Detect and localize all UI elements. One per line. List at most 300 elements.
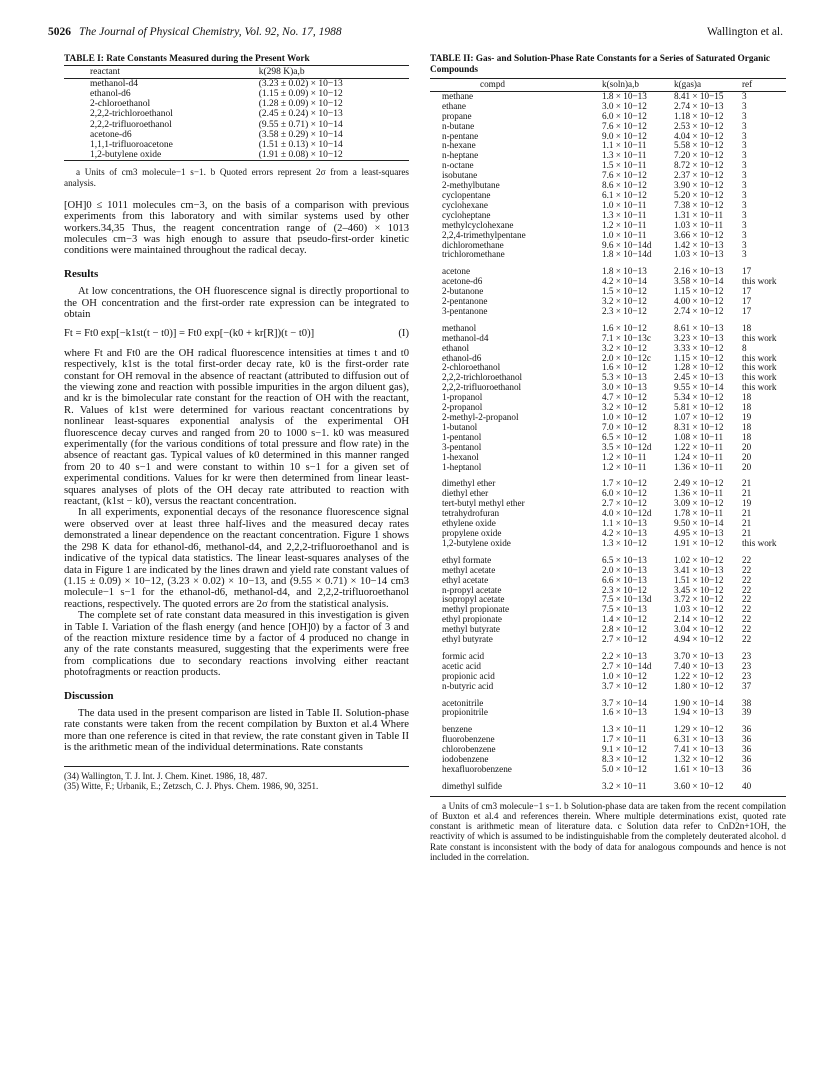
table2-compound: n-propyl acetate [442, 584, 502, 595]
table2-k-soln: 1.2 × 10−11 [602, 461, 647, 472]
table2-ref: this work [742, 372, 777, 383]
table1-row [64, 130, 409, 140]
table2-k-gas: 1.51 × 10−12 [674, 574, 724, 585]
table2-compound: cyclohexane [442, 199, 488, 210]
table2-compound: 2-propanol [442, 402, 483, 413]
table2-ref: 3 [742, 219, 747, 230]
table2-k-gas: 2.74 × 10−12 [674, 305, 724, 316]
table2-ref: 21 [742, 527, 752, 538]
table2-k-gas: 2.45 × 10−13 [674, 372, 724, 383]
table2-k-gas: 1.36 × 10−11 [674, 461, 724, 472]
table2-k-soln: 1.1 × 10−11 [602, 140, 647, 151]
table1-header-k: k(298 K)a,b [259, 65, 409, 78]
table2-compound: 1-pentanol [442, 431, 482, 442]
table2-k-soln: 1.5 × 10−12 [602, 286, 647, 297]
table2-compound: chlorobenzene [442, 744, 496, 755]
table2-ref: 23 [742, 660, 752, 671]
table2-ref: 37 [742, 680, 752, 691]
table2-k-soln: 1.8 × 10−13 [602, 266, 647, 277]
table2-row [430, 708, 786, 718]
table2-compound: dichloromethane [442, 239, 504, 250]
table2-k-gas: 2.49 × 10−12 [674, 478, 724, 489]
table2-k-gas: 1.03 × 10−13 [674, 249, 724, 260]
table2-k-gas: 1.24 × 10−11 [674, 451, 724, 462]
table2-caption: TABLE II: Gas- and Solution-Phase Rate Constants for a Series of Saturated Organic Compounds [430, 54, 771, 75]
table2-k-soln: 1.6 × 10−12 [602, 362, 647, 373]
table2-row [430, 231, 786, 241]
table2-k-gas: 3.70 × 10−13 [674, 650, 724, 661]
table2-ref: 3 [742, 180, 747, 191]
table2-compound: isopropyl acetate [442, 594, 505, 605]
table2-ref: 36 [742, 724, 752, 735]
table2-compound: acetic acid [442, 660, 482, 671]
table2-ref: 20 [742, 441, 752, 452]
table2-compound: 2-chloroethanol [442, 362, 501, 373]
table2-compound: 2-pentanone [442, 296, 488, 307]
table2-k-gas: 1.03 × 10−11 [674, 219, 724, 230]
table2-k-gas: 2.16 × 10−13 [674, 266, 724, 277]
table2-ref: 3 [742, 120, 747, 131]
right-column [430, 54, 786, 862]
table2-ref: 3 [742, 110, 747, 121]
table2-k-soln: 5.0 × 10−12 [602, 764, 647, 774]
equation-text: Ft = Ft0 exp[−k1st(t − t0)] = Ft0 exp[−(k0 + kr[R])(t − t0)] [64, 328, 315, 340]
table1-row [64, 120, 409, 130]
table2-k-gas: 4.95 × 10−13 [674, 527, 724, 538]
table2-ref: 3 [742, 189, 747, 200]
table2-compound: 2,2,4-trimethylpentane [442, 229, 526, 240]
table1-k-value: (3.58 ± 0.29) × 10−14 [258, 129, 343, 140]
table2-k-gas: 1.28 × 10−12 [674, 362, 724, 373]
table2-k-gas: 8.61 × 10−13 [674, 322, 724, 333]
table1-reactant: 1,2-butylene oxide [64, 150, 259, 161]
table2-compound: 1-heptanol [442, 461, 482, 472]
table2-k-soln: 2.3 × 10−12 [602, 584, 647, 595]
table2-k-soln: 6.0 × 10−12 [602, 488, 647, 499]
results-heading: Results [64, 267, 99, 280]
table2-compound: fluorobenzene [442, 734, 495, 745]
table2-k-gas: 4.94 × 10−12 [674, 634, 724, 645]
table2-k-soln: 4.2 × 10−14 [602, 276, 647, 287]
table2-compound: 2-butanone [442, 286, 484, 297]
table2-k-gas: 4.00 × 10−12 [674, 296, 724, 307]
table2-row [430, 539, 786, 549]
table2-k-soln: 6.0 × 10−12 [602, 110, 647, 121]
table2-ref: 18 [742, 421, 752, 432]
table1-k-value: (1.15 ± 0.09) × 10−12 [258, 88, 343, 99]
table2-ref: this work [742, 352, 777, 363]
table2-k-gas: 1.02 × 10−12 [674, 554, 724, 565]
journal-citation: The Journal of Physical Chemistry, Vol. 92, No. 17, 1988 [79, 26, 342, 38]
table2-compound: methyl acetate [442, 564, 496, 575]
table2-k-gas: 4.04 × 10−12 [674, 130, 724, 141]
table1-k-value: (1.28 ± 0.09) × 10−12 [258, 99, 343, 110]
table2-k-gas: 1.91 × 10−12 [674, 537, 724, 548]
table2-k-soln: 1.3 × 10−11 [602, 724, 647, 735]
table2-k-gas: 8.72 × 10−12 [674, 160, 724, 171]
table2-compound: propionic acid [442, 670, 495, 681]
table2-k-soln: 8.3 × 10−12 [602, 754, 647, 765]
table2-k-soln: 6.5 × 10−12 [602, 431, 647, 442]
table2-compound: 2,2,2-trichloroethanol [442, 372, 523, 383]
table2-compound: ethanol [442, 342, 470, 353]
references [64, 766, 409, 792]
table2-ref: 21 [742, 508, 752, 519]
table1-row [64, 99, 409, 109]
running-author: Wallington et al. [706, 26, 783, 38]
table2-compound: dimethyl ether [442, 478, 496, 489]
table2-ref: 3 [742, 229, 747, 240]
table2-row [430, 250, 786, 260]
table2-compound: trichloromethane [442, 249, 505, 260]
table2-k-gas: 5.20 × 10−12 [674, 189, 724, 200]
table2-k-gas: 5.34 × 10−12 [674, 392, 724, 403]
table2-ref: 18 [742, 392, 752, 403]
left-column [64, 54, 409, 792]
table2-k-soln: 2.0 × 10−12c [602, 352, 651, 363]
table2-compound: isobutane [442, 170, 478, 181]
table2-ref: 3 [742, 160, 747, 171]
table2-ref: 20 [742, 461, 752, 472]
table2-k-soln: 8.6 × 10−12 [602, 180, 647, 191]
table2-k-gas: 2.14 × 10−12 [674, 614, 724, 625]
page-header [48, 26, 783, 42]
table2-k-soln: 3.7 × 10−14 [602, 697, 647, 708]
table2-k-soln: 1.8 × 10−14d [602, 249, 652, 260]
table2-row [430, 775, 786, 792]
discussion-paragraph: The data used in the present comparison are listed in Table II. Solution-phase rate constants were taken from the recent compilation by Buxton et al.4 Where more than one reference is cited in that review, the rate constant given in Table II is the arithmetic mean of the individual determinations. Rate constants [64, 707, 409, 754]
table2-k-gas: 7.40 × 10−13 [674, 660, 724, 671]
table2-k-soln: 2.3 × 10−12 [602, 305, 647, 316]
table2-k-soln: 2.0 × 10−13 [602, 564, 647, 575]
table2-compound: iodobenzene [442, 754, 489, 765]
table2-footnote: a Units of cm3 molecule−1 s−1. b Solution-phase data are taken from the recent compilation of Buxton et al.4 and references therein. Where multiple determinations exist, quoted rate constant is arithmetic mean of literature data. c Solution data refer to CnD2n+1OH, the reactivity of which is assumed to be indistinguishable from the completely deuterated alcohol. d Rate constant is inconsistent with the body of data for analogous compounds and hence is not included in the correlation. [430, 796, 786, 862]
table2-header-kgas: k(gas)a [674, 79, 742, 92]
table2-k-soln: 1.2 × 10−11 [602, 451, 647, 462]
table2-compound: 2,2,2-trifluoroethanol [442, 382, 522, 393]
reference-34: (34) Wallington, T. J. Int. J. Chem. Kinet. 1986, 18, 487. [64, 770, 268, 781]
table2-k-gas: 1.31 × 10−11 [674, 209, 724, 220]
table2-ref: this work [742, 362, 777, 373]
table2-k-gas: 8.41 × 10−15 [674, 90, 724, 101]
table2-compound: tetrahydrofuran [442, 508, 500, 519]
table2-k-soln: 3.0 × 10−13 [602, 382, 647, 393]
table2-k-gas: 8.31 × 10−12 [674, 421, 724, 432]
table2-k-soln: 3.0 × 10−12 [602, 100, 647, 111]
table2-ref: 22 [742, 574, 752, 585]
table2-row [430, 682, 786, 692]
table2-k-soln: 1.5 × 10−11 [602, 160, 647, 171]
table2-k-soln: 1.2 × 10−11 [602, 219, 647, 230]
table2-row [430, 463, 786, 473]
table2-k-soln: 1.1 × 10−13 [602, 518, 647, 529]
table2-ref: 22 [742, 634, 752, 645]
table2-row [430, 635, 786, 645]
table2-ref: 22 [742, 584, 752, 595]
table2-k-gas: 3.33 × 10−12 [674, 342, 724, 353]
table2-compound: formic acid [442, 650, 485, 661]
table2-compound: ethane [442, 100, 466, 111]
table2-compound: ethylene oxide [442, 518, 496, 529]
table2-ref: 3 [742, 90, 747, 101]
table2-compound: methanol [442, 322, 477, 333]
table2-k-soln: 4.7 × 10−12 [602, 392, 647, 403]
table2-ref: 21 [742, 488, 752, 499]
table2-k-soln: 1.6 × 10−12 [602, 322, 647, 333]
table2-k-soln: 1.3 × 10−12 [602, 537, 647, 548]
table2-header-ksoln: k(soln)a,b [602, 79, 674, 92]
table2-k-gas: 3.72 × 10−12 [674, 594, 724, 605]
table2-compound: methyl propionate [442, 604, 510, 615]
table2-k-gas: 3.45 × 10−12 [674, 584, 724, 595]
table2-ref: 18 [742, 402, 752, 413]
table2-row [430, 307, 786, 317]
table2-compound: n-butane [442, 120, 475, 131]
table2-ref: 36 [742, 754, 752, 765]
table2-k-gas: 1.07 × 10−12 [674, 412, 724, 422]
table2-ref: 18 [742, 431, 752, 442]
table2-ref: 3 [742, 140, 747, 151]
table2-compound: methyl butyrate [442, 624, 500, 635]
table2-compound: 2-methylbutane [442, 180, 500, 191]
table2-ref: 36 [742, 734, 752, 745]
table2-ref: 23 [742, 650, 752, 661]
table2-k-soln: 2.7 × 10−12 [602, 498, 647, 509]
table2-compound: acetonitrile [442, 697, 484, 708]
table2-k-soln: 3.5 × 10−12d [602, 441, 652, 452]
table2-k-gas: 3.09 × 10−12 [674, 498, 724, 509]
table2-k-gas: 1.90 × 10−14 [674, 697, 724, 708]
table2-k-gas: 7.20 × 10−12 [674, 150, 724, 161]
table2-row [430, 472, 786, 489]
table2-compound: acetone-d6 [442, 276, 483, 287]
table2-compound: ethyl butyrate [442, 634, 493, 645]
table2-ref: 22 [742, 614, 752, 625]
table2-k-gas: 1.36 × 10−11 [674, 488, 724, 499]
table1-header-reactant: reactant [64, 65, 259, 78]
table2-compound: ethyl formate [442, 554, 492, 565]
table2-row [430, 765, 786, 775]
table2-ref: 36 [742, 764, 752, 774]
table1-footnote: a Units of cm3 molecule−1 s−1. b Quoted errors represent 2σ from a least-squares analysis. [64, 167, 409, 188]
table2-k-soln: 3.2 × 10−12 [602, 296, 647, 307]
table1-reactant: methanol-d4 [90, 78, 139, 89]
table2-k-soln: 7.5 × 10−13d [602, 594, 652, 605]
table2-compound: propylene oxide [442, 527, 502, 538]
table2-row [430, 692, 786, 709]
table1-reactant: ethanol-d6 [90, 88, 131, 99]
table2-k-gas: 1.08 × 10−11 [674, 431, 724, 442]
table2-ref: 21 [742, 478, 752, 489]
table2-k-soln: 1.3 × 10−11 [602, 150, 647, 161]
table2-k-gas: 5.81 × 10−12 [674, 402, 724, 413]
table1-k-value: (1.91 ± 0.08) × 10−12 [259, 150, 409, 161]
table1-k-value: (9.55 ± 0.71) × 10−14 [258, 119, 343, 130]
table2-k-soln: 1.7 × 10−11 [602, 734, 647, 745]
table2-k-gas: 1.32 × 10−12 [674, 754, 724, 765]
table2-compound: cycloheptane [442, 209, 491, 220]
table2-k-soln: 2.7 × 10−14d [602, 660, 652, 671]
table2-k-gas: 1.22 × 10−12 [674, 670, 724, 681]
table2-ref: this work [742, 382, 777, 393]
table2-header-compd: compd [430, 79, 602, 92]
table2-compound: 1-propanol [442, 392, 483, 403]
table2-header-ref: ref [742, 79, 786, 92]
table2-k-soln: 6.5 × 10−13 [602, 554, 647, 565]
table2-compound: diethyl ether [442, 488, 489, 499]
table2-ref: 22 [742, 564, 752, 575]
table2-k-gas: 1.42 × 10−13 [674, 239, 724, 250]
table2-k-gas: 1.78 × 10−11 [674, 508, 724, 519]
table2-k-soln: 7.6 × 10−12 [602, 120, 647, 131]
table2-k-gas: 2.74 × 10−13 [674, 100, 724, 111]
table2-ref: 38 [742, 697, 752, 708]
table2-compound: benzene [442, 724, 473, 735]
table2-row [430, 576, 786, 586]
results-paragraph-4: The complete set of rate constant data measured in this investigation is given in Table I. Variation of the flash energy (and hence [OH]0) by a factor of 3 and of the reaction mixture residence time by a factor of 4 produced no change in any of the rate constants measured, suggesting that the experiments were free from complications due to secondary reactions involving either reactant photofragments or reaction products. [64, 610, 409, 679]
table2-ref: 17 [742, 286, 752, 297]
table2-ref: this work [742, 332, 777, 343]
intro-paragraph: [OH]0 ≤ 1011 molecules cm−3, on the basis of a comparison with previous experiments from this laboratory and with similar systems used by other workers.34,35 Thus, the reagent concentration range of (2–460) × 1013 molecules cm−3 was high enough to assure that pseudo-first-order kinetic conditions were maintained throughout the radical decay. [64, 199, 409, 257]
table1-k-value: (1.51 ± 0.13) × 10−14 [258, 139, 343, 150]
table2-compound: methane [442, 90, 474, 101]
table2-ref: 3 [742, 130, 747, 141]
table2-ref: 22 [742, 594, 752, 605]
table2-row [430, 317, 786, 334]
table2-ref: 19 [742, 498, 752, 509]
table2-k-gas: 1.94 × 10−13 [674, 707, 724, 718]
table2-k-soln: 1.0 × 10−12 [602, 670, 647, 681]
results-paragraph-2: where Ft and Ft0 are the OH radical fluorescence intensities at times t and t0 respectively, k1st is the total first-order decay rate, k0 is the first-order rate constant for OH removal in the absence of reactant (attributed to diffusion out of the viewing zone and reaction with possible impurities in the argon diluent gas), and kr is the bimolecular rate constant for the reaction of OH with the reactant, R. Values of k1st were determined for various reactant concentrations by nonlinear least-squares exponential analysis of the experimental OH fluorescence decay curves and ranged from 20 to 1000 s−1. k0 was measured experimentally (for the various conditions of total pressure and flow rate) in the absence of reactant gas. Typical values of k0 determined in this manner ranged from 20 to 40 s−1 and were constant to within 10 s−1 for a given set of experimental conditions. Values for kr were then determined from linear least-squares analyses of plots of the OH decay rate attributed to reaction with reactant, (k1st − k0), versus the reactant concentration. [64, 347, 409, 508]
table2-ref: 23 [742, 670, 752, 681]
table2-k-gas: 1.15 × 10−12 [674, 286, 724, 297]
table2-k-soln: 7.1 × 10−13c [602, 332, 651, 343]
table2-compound: 3-pentanol [442, 441, 482, 452]
table2-k-soln: 4.0 × 10−12d [602, 508, 652, 519]
table2-ref: 18 [742, 322, 752, 333]
table2-k-soln: 2.2 × 10−13 [602, 650, 647, 661]
table2-k-soln: 1.3 × 10−11 [602, 209, 647, 220]
table2-compound: propane [442, 110, 472, 121]
table2-compound: n-pentane [442, 130, 479, 141]
table2-compound: 2-methyl-2-propanol [442, 412, 519, 422]
table2-compound: ethyl acetate [442, 574, 489, 585]
table1-caption: TABLE I: Rate Constants Measured during the Present Work [64, 54, 310, 64]
table2-k-soln: 1.4 × 10−12 [602, 614, 647, 625]
table2-ref: 39 [742, 707, 752, 718]
table2-compound: propionitrile [442, 707, 488, 718]
table2-ref: 3 [742, 249, 747, 260]
table2-row [430, 260, 786, 277]
table2-k-soln: 3.2 × 10−11 [602, 780, 647, 791]
table2-ref: 36 [742, 744, 752, 755]
table2-ref: 8 [742, 342, 747, 353]
table2-k-soln: 1.0 × 10−12 [602, 412, 647, 422]
table2-k-gas: 1.22 × 10−11 [674, 441, 724, 452]
table2-k-gas: 7.41 × 10−13 [674, 744, 724, 755]
table2-ref: 17 [742, 296, 752, 307]
table1-row [64, 150, 409, 161]
table2-k-soln: 1.0 × 10−11 [602, 199, 647, 210]
table2-compound: methylcyclohexane [442, 219, 514, 230]
table2-ref: 3 [742, 239, 747, 250]
table2-ref: 3 [742, 170, 747, 181]
table2-compound: dimethyl sulfide [442, 780, 502, 791]
table2-k-gas: 3.41 × 10−13 [674, 564, 724, 575]
table2-ref: 22 [742, 624, 752, 635]
table1-reactant: 2,2,2-trichloroethanol [90, 109, 173, 120]
discussion-heading: Discussion [64, 689, 114, 702]
table2-k-gas: 1.29 × 10−12 [674, 724, 724, 735]
table2-k-gas: 1.80 × 10−12 [674, 680, 724, 691]
table2-k-soln: 7.6 × 10−12 [602, 170, 647, 181]
table2-k-gas: 9.50 × 10−14 [674, 518, 724, 529]
table2-compound: n-hexane [442, 140, 476, 151]
table2-k-gas: 3.90 × 10−12 [674, 180, 724, 191]
table2-ref: 22 [742, 554, 752, 565]
table2-compound: ethanol-d6 [442, 352, 482, 363]
table1-body [64, 78, 409, 161]
table2-k-soln: 7.0 × 10−12 [602, 421, 647, 432]
table2-k-soln: 4.2 × 10−13 [602, 527, 647, 538]
table2-compound: ethyl propionate [442, 614, 502, 625]
table2-compound: hexafluorobenzene [442, 764, 512, 774]
table2-compound: tert-butyl methyl ether [442, 498, 525, 509]
table2-k-soln: 9.0 × 10−12 [602, 130, 647, 141]
table2-k-gas: 1.61 × 10−13 [674, 764, 724, 774]
table2-compound: acetone [442, 266, 471, 277]
table1-k-value: (3.23 ± 0.02) × 10−13 [258, 78, 343, 89]
table2-k-gas: 1.03 × 10−12 [674, 604, 724, 615]
table1-row [64, 140, 409, 150]
table2-k-soln: 1.7 × 10−12 [602, 478, 647, 489]
table2-compound: 3-pentanone [442, 305, 488, 316]
table2-k-gas: 6.31 × 10−13 [674, 734, 724, 745]
table2-k-soln: 6.6 × 10−13 [602, 574, 647, 585]
table2-compound: n-butyric acid [442, 680, 494, 691]
table2-k-gas: 1.18 × 10−12 [674, 110, 724, 121]
table2-k-soln: 9.1 × 10−12 [602, 744, 647, 755]
equation-number: (I) [398, 328, 409, 340]
table2-k-gas: 1.15 × 10−12 [674, 352, 724, 363]
table1-row [64, 109, 409, 119]
table2-k-soln: 2.7 × 10−12 [602, 634, 647, 645]
table2-ref: 3 [742, 150, 747, 161]
table2-ref: 3 [742, 100, 747, 111]
table1-reactant: acetone-d6 [90, 129, 132, 140]
table2-ref: 17 [742, 305, 752, 316]
table2-k-soln: 1.0 × 10−11 [602, 229, 647, 240]
table2-ref: 19 [742, 412, 752, 422]
table2-row [430, 549, 786, 566]
table2-k-gas: 2.53 × 10−12 [674, 120, 724, 131]
table2-row [430, 718, 786, 735]
table2-k-gas: 7.38 × 10−12 [674, 199, 724, 210]
table2-k-soln: 3.2 × 10−12 [602, 402, 647, 413]
header-left [48, 26, 342, 38]
table2-compound: 1-butanol [442, 421, 478, 432]
table2-ref: 3 [742, 209, 747, 220]
table2-ref: this work [742, 537, 777, 548]
table2-k-soln: 2.8 × 10−12 [602, 624, 647, 635]
results-paragraph-1: At low concentrations, the OH fluorescence signal is directly proportional to the OH concentration and the first-order rate expression can be integrated to obtain [64, 286, 409, 320]
table1-row [64, 89, 409, 99]
table2-compound: cyclopentane [442, 189, 491, 200]
table1 [64, 65, 409, 162]
table2-k-soln: 5.3 × 10−13 [602, 372, 647, 383]
table1-reactant: 1,1,1-trifluoroacetone [90, 139, 173, 150]
results-paragraph-3: In all experiments, exponential decays of the resonance fluorescence signal were observed over at least three half-lives and the measured decay rates demonstrated a linear dependence on the reactant concentration. Figure 1 shows the 298 K data for ethanol-d6, methanol-d4, and 2,2,2-trifluoroethanol and is indicative of the typical data statistics. The linear least-squares analyses of the data in Figure 1 are indicated by the lines drawn and yield rate constant values of (1.15 ± 0.09) × 10−12, (3.23 × 0.02) × 10−13, and (9.55 × 0.71) × 10−14 cm3 molecule−1 s−1 for the ethanol-d6, methanol-d4, and 2,2,2-trifluoroethanol reactions, respectively. The quoted errors are 2σ from the statistical analysis. [64, 507, 409, 610]
